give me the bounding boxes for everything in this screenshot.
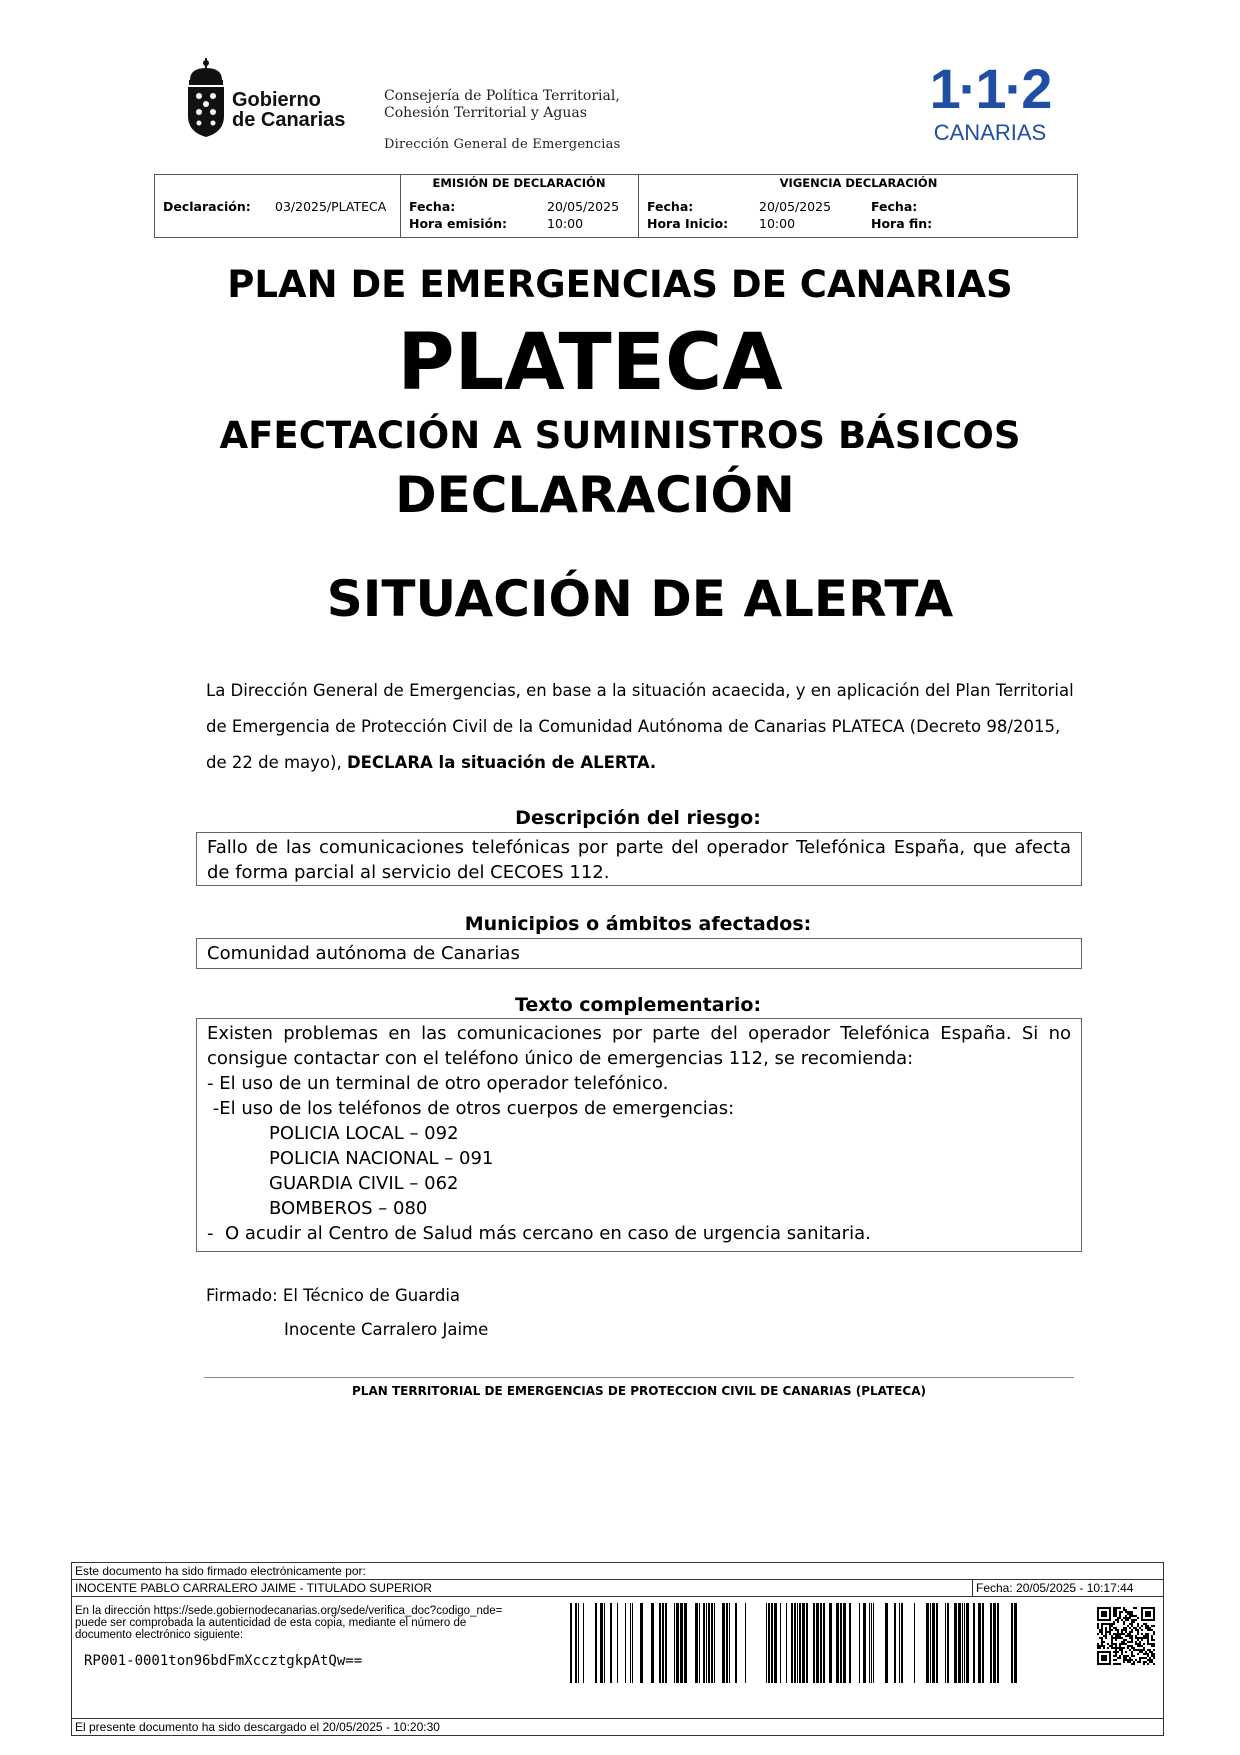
municipios-heading: Municipios o ámbitos afectados:: [464, 913, 812, 935]
title-declaracion: DECLARACIÓN: [395, 466, 795, 524]
qr-code-icon: [1097, 1607, 1155, 1665]
firma-line1: Firmado: El Técnico de Guardia: [206, 1286, 461, 1305]
declaration-table: [154, 174, 1078, 238]
verify-line1: En la dirección https://sede.gobiernodecanarias.org/sede/verifica_doc?codigo_nde=: [75, 1605, 503, 1617]
logo-112-canarias: [928, 57, 1052, 148]
phone-item: POLICIA NACIONAL – 091: [269, 1148, 494, 1169]
para-bold: DECLARA la situación de ALERTA.: [346, 753, 657, 772]
consejeria-line1: Consejería de Política Territorial,: [384, 88, 620, 104]
title-plan: PLAN DE EMERGENCIAS DE CANARIAS: [227, 263, 1013, 306]
declaration-paragraph: [206, 673, 1074, 781]
consejeria: [384, 88, 620, 122]
complementario-line1: - El uso de un terminal de otro operador telefónico.: [207, 1073, 669, 1094]
phone-item: BOMBEROS – 080: [269, 1198, 428, 1219]
complementario-heading: Texto complementario:: [514, 994, 762, 1016]
decl-label: Declaración:: [163, 199, 251, 214]
emision-title: EMISIÓN DE DECLARACIÓN: [432, 176, 606, 190]
document-code: RP001-0001ton96bdFmXccztgkpAtQw==: [84, 1653, 363, 1669]
complementario-line2: -El uso de los teléfonos de otros cuerpos de emergencias:: [207, 1098, 735, 1119]
signature-date: Fecha: 20/05/2025 - 10:17:44: [976, 1581, 1134, 1595]
logo-112-number: 1·1·2: [929, 57, 1051, 120]
municipios-text: Comunidad autónoma de Canarias: [207, 943, 520, 964]
electronic-signature-block: [71, 1562, 1164, 1736]
riesgo-box: [196, 832, 1082, 886]
phone-item: GUARDIA CIVIL – 062: [269, 1173, 459, 1194]
verify-text: [75, 1605, 502, 1641]
complementario-box: [196, 1018, 1082, 1252]
decl-value: 03/2025/PLATECA: [275, 199, 387, 214]
consejeria-line2: Cohesión Territorial y Aguas: [384, 105, 587, 121]
riesgo-heading: Descripción del riesgo:: [515, 807, 761, 829]
verify-line2: puede ser comprobada la autenticidad de esta copia, mediante el número de: [75, 1617, 467, 1629]
hora-fin-label: Hora fin:: [871, 216, 933, 231]
logo-112-region: CANARIAS: [933, 120, 1047, 145]
hora-inicio-label: Hora Inicio:: [647, 216, 729, 231]
gobierno-line2: de Canarias: [232, 109, 346, 131]
hora-emision-label: Hora emisión:: [409, 216, 507, 231]
title-afectacion: AFECTACIÓN A SUMINISTROS BÁSICOS: [219, 414, 1021, 457]
vigencia-hora: 10:00: [759, 216, 796, 231]
phone-item: POLICIA LOCAL – 092: [269, 1123, 459, 1144]
verify-line3: documento electrónico siguiente:: [75, 1629, 244, 1641]
emision-fecha-label: Fecha:: [409, 199, 456, 214]
fin-fecha-label: Fecha:: [871, 199, 918, 214]
title-situacion: SITUACIÓN DE ALERTA: [326, 570, 954, 628]
riesgo-text: Fallo de las comunicaciones telefónicas por parte del operador Telefónica España, que afecta de forma parcial al servicio del CECOES 112.: [207, 837, 1071, 883]
firma-line2: Inocente Carralero Jaime: [284, 1320, 489, 1339]
complementario-intro: Existen problemas en las comunicaciones por parte del operador Telefónica España. Si no consigue contactar con el teléfono único de emergencias 112, se recomienda:: [207, 1023, 1071, 1069]
footer-divider: [204, 1377, 1074, 1378]
complementario-line3: - O acudir al Centro de Salud más cercano en caso de urgencia sanitaria.: [207, 1223, 871, 1244]
emision-fecha: 20/05/2025: [547, 199, 620, 214]
vigencia-fecha-label: Fecha:: [647, 199, 694, 214]
signer-name: INOCENTE PABLO CARRALERO JAIME - TITULADO SUPERIOR: [75, 1581, 432, 1595]
municipios-box: [196, 938, 1082, 969]
signed-by-label: Este documento ha sido firmado electrónicamente por:: [75, 1564, 366, 1578]
emision-hora: 10:00: [547, 216, 584, 231]
canarias-coat-of-arms-icon: [184, 58, 228, 138]
footer-text: PLAN TERRITORIAL DE EMERGENCIAS DE PROTECCION CIVIL DE CANARIAS (PLATECA): [352, 1384, 926, 1398]
para-text: La Dirección General de Emergencias, en base a la situación acaecida, y en aplicación del Plan Territorial de Emergencia de Protección Civil de la Comunidad Autónoma de Canarias PLATECA (Decreto 98/2015, de 22 de mayo),: [206, 681, 1074, 772]
gobierno-line1: Gobierno: [232, 89, 321, 111]
barcode-icon: [570, 1603, 1020, 1683]
vigencia-title: VIGENCIA DECLARACIÓN: [779, 176, 938, 190]
direccion-general: Dirección General de Emergencias: [384, 137, 621, 152]
downloaded-text: El presente documento ha sido descargado el 20/05/2025 - 10:20:30: [75, 1720, 440, 1734]
vigencia-fecha: 20/05/2025: [759, 199, 832, 214]
title-plateca: PLATECA: [397, 318, 783, 408]
gobierno-name: [232, 90, 345, 130]
